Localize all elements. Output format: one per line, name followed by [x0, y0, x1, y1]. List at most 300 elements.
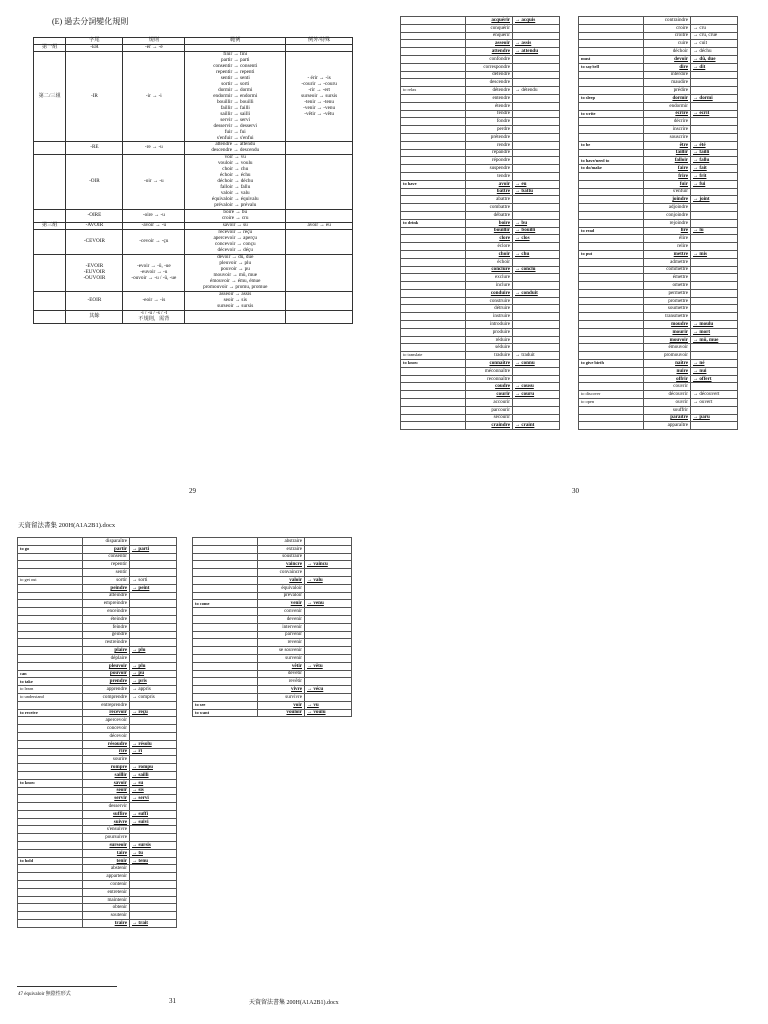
gloss-cell [579, 196, 644, 204]
list-row [579, 344, 738, 352]
infinitive-cell: tendre [466, 172, 513, 180]
list-row [18, 662, 177, 670]
participle-cell: → pris [130, 678, 177, 686]
list-row [193, 608, 352, 616]
infinitive-cell: vaincre [258, 561, 305, 569]
gloss-cell [193, 584, 258, 592]
infinitive-cell: bouillir [466, 227, 513, 235]
group-cell [34, 210, 66, 223]
participle-cell [130, 561, 177, 569]
infinitive-cell: rendre [466, 141, 513, 149]
gloss-cell [401, 24, 466, 32]
gloss-cell [18, 647, 83, 655]
page29-heading: (E) 過去分詞變化規則 [52, 17, 129, 26]
list-row [401, 149, 560, 157]
document-header: 天資留法書集 200H(A1A2B1).docx [18, 522, 116, 529]
gloss-cell [401, 126, 466, 134]
gloss-cell [401, 172, 466, 180]
list-row [18, 615, 177, 623]
gloss-cell [401, 17, 466, 25]
list-row [401, 17, 560, 25]
list-row [579, 305, 738, 313]
infinitive-cell: maudire [644, 79, 691, 87]
list-row [18, 592, 177, 600]
infinitive-cell: souscrire [644, 133, 691, 141]
list-row [401, 204, 560, 212]
list-row [401, 48, 560, 56]
list-row [401, 55, 560, 63]
infinitive-cell: suspendre [466, 165, 513, 173]
list-row [579, 188, 738, 196]
participle-cell: → reçu [130, 709, 177, 717]
list-row [193, 623, 352, 631]
infinitive-cell: construire [466, 297, 513, 305]
infinitive-cell: frire [644, 172, 691, 180]
infinitive-cell: attendre [466, 48, 513, 56]
participle-cell: → failli [691, 149, 738, 157]
infinitive-cell: soustraire [258, 553, 305, 561]
list-row [401, 297, 560, 305]
participle-cell [691, 102, 738, 110]
participle-cell [513, 243, 560, 251]
gloss-cell [401, 399, 466, 407]
gloss-cell [401, 79, 466, 87]
infinitive-cell: nuire [644, 367, 691, 375]
infinitive-cell: omettre [644, 282, 691, 290]
infinitive-cell: parcourir [466, 406, 513, 414]
gloss-cell [18, 748, 83, 756]
table-row [34, 230, 353, 255]
gloss-cell: to get out [18, 576, 83, 584]
infinitive-cell: parvenir [258, 631, 305, 639]
list-row [18, 826, 177, 834]
infinitive-cell: pouvoir [83, 670, 130, 678]
participle-cell: → mis [691, 250, 738, 258]
infinitive-cell: croire [644, 24, 691, 32]
infinitive-cell: taire [83, 849, 130, 857]
list-row [579, 274, 738, 282]
list-row [401, 344, 560, 352]
gloss-cell: to learn [18, 686, 83, 694]
gloss-cell [579, 40, 644, 48]
gloss-cell [18, 600, 83, 608]
gloss-cell [18, 920, 83, 928]
gloss-cell [18, 849, 83, 857]
gloss-cell [579, 282, 644, 290]
gloss-cell [18, 623, 83, 631]
infinitive-cell: peindre [83, 584, 130, 592]
infinitive-cell: coudre [466, 383, 513, 391]
exceptions-cell [286, 44, 353, 51]
infinitive-cell: conjoindre [644, 211, 691, 219]
participle-cell [513, 94, 560, 102]
gloss-cell [18, 842, 83, 850]
participle-cell: → nui [691, 367, 738, 375]
infinitive-cell: traduire [466, 352, 513, 360]
participle-cell [130, 904, 177, 912]
page31-right-list [192, 537, 352, 717]
infinitive-cell: fendre [466, 110, 513, 118]
infinitive-cell: acquérir [466, 17, 513, 25]
gloss-cell [579, 126, 644, 134]
list-row [193, 647, 352, 655]
infinitive-cell: accourir [466, 399, 513, 407]
rule-cell: -oir → -u [123, 155, 185, 210]
infinitive-cell: obtenir [83, 904, 130, 912]
examples-cell: savoir → su [185, 223, 286, 230]
list-row [193, 693, 352, 701]
participle-cell [691, 383, 738, 391]
gloss-cell [193, 639, 258, 647]
participle-cell: → sursis [130, 842, 177, 850]
gloss-cell [579, 133, 644, 141]
examples-cell: voir → vu vouloir → voulu choir → chu échoir → échu déchoir → déchu falloir → fallu valoir → valu équivaloir → équivalu prévaloir → prévalu [185, 155, 286, 210]
gloss-cell: to give birth [579, 360, 644, 368]
list-row [401, 243, 560, 251]
participle-cell [691, 422, 738, 430]
gloss-cell [18, 818, 83, 826]
infinitive-cell: fondre [466, 118, 513, 126]
list-row [18, 857, 177, 865]
infinitive-cell: perdre [466, 126, 513, 134]
infinitive-cell: décevoir [83, 732, 130, 740]
participle-cell: → détendu [513, 87, 560, 95]
infinitive-cell: reconnaître [466, 375, 513, 383]
table-header-cell: 規則 [123, 38, 185, 45]
list-row [401, 399, 560, 407]
gloss-cell [579, 352, 644, 360]
gloss-cell [401, 266, 466, 274]
table-header-cell: 字尾 [66, 38, 123, 45]
gloss-cell: to relax [401, 87, 466, 95]
infinitive-cell: déplaire [83, 654, 130, 662]
participle-cell: → compris [130, 693, 177, 701]
participle-cell: → vu [305, 701, 352, 709]
list-row [579, 336, 738, 344]
group-cell [34, 155, 66, 210]
infinitive-cell: courir [466, 391, 513, 399]
gloss-cell [401, 328, 466, 336]
exceptions-cell: avoir → eu [286, 223, 353, 230]
list-row [401, 305, 560, 313]
gloss-cell [579, 328, 644, 336]
gloss-cell [18, 569, 83, 577]
participle-cell: → appris [130, 686, 177, 694]
list-row [401, 266, 560, 274]
participle-cell [513, 126, 560, 134]
list-row [579, 141, 738, 149]
infinitive-cell: rire [83, 748, 130, 756]
gloss-cell [18, 896, 83, 904]
participle-cell: → valu [305, 576, 352, 584]
participle-rules-table [33, 37, 353, 324]
gloss-cell: to hold [18, 857, 83, 865]
infinitive-cell: choir [466, 250, 513, 258]
participle-cell: → lu [691, 227, 738, 235]
participle-cell: → offert [691, 375, 738, 383]
participle-cell [130, 826, 177, 834]
infinitive-cell: réduire [466, 336, 513, 344]
participle-cell: → moulu [691, 321, 738, 329]
gloss-cell [401, 375, 466, 383]
gloss-cell [193, 686, 258, 694]
gloss-cell: to discover [579, 391, 644, 399]
list-row [401, 258, 560, 266]
participle-cell: → été [691, 141, 738, 149]
infinitive-cell: seoir [83, 787, 130, 795]
participle-cell [130, 803, 177, 811]
table-row [34, 44, 353, 51]
page30-right-list [578, 16, 738, 430]
gloss-cell [401, 250, 466, 258]
list-row [579, 352, 738, 360]
rule-cell: -cevoir → -çu [123, 230, 185, 255]
gloss-cell [401, 422, 466, 430]
gloss-cell [18, 904, 83, 912]
infinitive-cell: servir [83, 795, 130, 803]
infinitive-cell: apprendre [83, 686, 130, 694]
list-row [579, 180, 738, 188]
participle-cell [130, 717, 177, 725]
infinitive-cell: correspondre [466, 63, 513, 71]
participle-cell [305, 639, 352, 647]
gloss-cell [579, 71, 644, 79]
participle-cell: → cuit [691, 40, 738, 48]
list-row [18, 693, 177, 701]
infinitive-cell: paraître [644, 414, 691, 422]
gloss-cell [579, 102, 644, 110]
list-row [18, 717, 177, 725]
participle-cell [130, 912, 177, 920]
infinitive-cell: pleuvoir [83, 662, 130, 670]
exceptions-cell [286, 310, 353, 323]
list-row [193, 639, 352, 647]
participle-cell: → traduit [513, 352, 560, 360]
gloss-cell [193, 576, 258, 584]
table-row [34, 155, 353, 210]
participle-cell: → dormi [691, 94, 738, 102]
gloss-cell [401, 282, 466, 290]
table-row [34, 254, 353, 291]
infinitive-cell: relire [644, 243, 691, 251]
infinitive-cell: fuir [644, 180, 691, 188]
participle-cell [130, 615, 177, 623]
gloss-cell [193, 569, 258, 577]
infinitive-cell: être [644, 141, 691, 149]
infinitive-cell: feindre [83, 623, 130, 631]
participle-cell [691, 305, 738, 313]
gloss-cell: to want [193, 709, 258, 717]
list-row [18, 538, 177, 546]
gloss-cell [401, 235, 466, 243]
gloss-cell [401, 141, 466, 149]
gloss-cell [579, 219, 644, 227]
list-row [401, 422, 560, 430]
gloss-cell [401, 289, 466, 297]
infinitive-cell: convenir [258, 608, 305, 616]
gloss-cell [18, 912, 83, 920]
infinitive-cell: produire [466, 328, 513, 336]
gloss-cell [401, 48, 466, 56]
list-row [18, 834, 177, 842]
infinitive-cell: sortir [83, 576, 130, 584]
infinitive-cell: équivaloir [258, 584, 305, 592]
gloss-cell [579, 87, 644, 95]
infinitive-cell: apparaître [644, 422, 691, 430]
participle-cell [513, 328, 560, 336]
infinitive-cell: interdire [644, 71, 691, 79]
gloss-cell [579, 204, 644, 212]
group-cell [34, 142, 66, 155]
participle-cell: → cousu [513, 383, 560, 391]
gloss-cell [401, 94, 466, 102]
list-row [18, 803, 177, 811]
participle-cell [513, 79, 560, 87]
participle-cell: → rompu [130, 764, 177, 772]
list-row [401, 328, 560, 336]
gloss-cell [193, 654, 258, 662]
list-row [193, 600, 352, 608]
participle-cell [691, 126, 738, 134]
gloss-cell [401, 414, 466, 422]
infinitive-cell: faire [644, 165, 691, 173]
list-row [401, 188, 560, 196]
ending-cell: -AVOIR [66, 223, 123, 230]
infinitive-cell: offrir [644, 375, 691, 383]
gloss-cell: to drink [401, 219, 466, 227]
list-row [401, 282, 560, 290]
gloss-cell [579, 321, 644, 329]
list-row [18, 748, 177, 756]
list-row [579, 32, 738, 40]
list-row [401, 352, 560, 360]
participle-cell: → assis [513, 40, 560, 48]
group-cell: 第二/三組 [34, 51, 66, 142]
gloss-cell [18, 873, 83, 881]
ending-cell: -EOIR [66, 291, 123, 310]
page31-number: 31 [169, 997, 176, 1005]
gloss-cell [193, 545, 258, 553]
participle-cell [513, 172, 560, 180]
list-row [579, 110, 738, 118]
gloss-cell [579, 336, 644, 344]
gloss-cell [579, 422, 644, 430]
list-row [579, 79, 738, 87]
list-row [579, 94, 738, 102]
list-row [18, 639, 177, 647]
gloss-cell: to have [401, 180, 466, 188]
list-row [401, 289, 560, 297]
exceptions-cell [286, 155, 353, 210]
participle-cell [691, 71, 738, 79]
gloss-cell: to open [579, 399, 644, 407]
gloss-cell [18, 810, 83, 818]
gloss-cell [401, 71, 466, 79]
gloss-cell [193, 693, 258, 701]
list-row [579, 399, 738, 407]
participle-cell: → frit [691, 172, 738, 180]
infinitive-cell: croître [644, 32, 691, 40]
table-header-row [34, 38, 353, 45]
infinitive-cell: souffrir [644, 406, 691, 414]
ending-cell: 其餘 [66, 310, 123, 323]
list-row [18, 709, 177, 717]
ending-cell: -ER [66, 44, 123, 51]
gloss-cell [18, 553, 83, 561]
list-row [579, 289, 738, 297]
participle-cell: → vaincu [305, 561, 352, 569]
participle-cell [691, 344, 738, 352]
gloss-cell [401, 133, 466, 141]
list-row [401, 79, 560, 87]
list-row [401, 250, 560, 258]
participle-cell: → vécu [305, 686, 352, 694]
participle-cell [130, 732, 177, 740]
infinitive-cell: décrire [644, 118, 691, 126]
infinitive-cell: écrire [644, 110, 691, 118]
list-row [18, 896, 177, 904]
gloss-cell: to read [579, 227, 644, 235]
gloss-cell [18, 881, 83, 889]
infinitive-cell: asseoir [466, 40, 513, 48]
infinitive-cell: desservir [83, 803, 130, 811]
participle-cell [691, 243, 738, 251]
participle-cell [691, 17, 738, 25]
list-row [18, 756, 177, 764]
infinitive-cell: détendre [466, 87, 513, 95]
gloss-cell [401, 149, 466, 157]
infinitive-cell: saillir [83, 771, 130, 779]
list-row [401, 196, 560, 204]
list-row [193, 553, 352, 561]
gloss-cell [18, 764, 83, 772]
participle-cell: → ouvert [691, 399, 738, 407]
gloss-cell: to sleep [579, 94, 644, 102]
list-row [579, 204, 738, 212]
gloss-cell [579, 367, 644, 375]
page30-number: 30 [572, 487, 579, 495]
ending-cell: -IR [66, 51, 123, 142]
footnote-rule [17, 986, 117, 987]
participle-cell [691, 313, 738, 321]
table-row [34, 51, 353, 142]
infinitive-cell: échoir [466, 258, 513, 266]
infinitive-cell: survivre [258, 693, 305, 701]
group-cell: 第三組 [34, 223, 66, 230]
list-row [401, 110, 560, 118]
list-row [579, 321, 738, 329]
list-row [193, 701, 352, 709]
infinitive-cell: entretenir [83, 888, 130, 896]
participle-cell [691, 289, 738, 297]
gloss-cell [401, 204, 466, 212]
list-row [579, 157, 738, 165]
participle-cell: → mort [691, 328, 738, 336]
participle-cell: → découvert [691, 391, 738, 399]
list-row [579, 211, 738, 219]
list-row [18, 865, 177, 873]
gloss-cell [579, 274, 644, 282]
gloss-cell [401, 188, 466, 196]
participle-cell [305, 584, 352, 592]
gloss-cell [579, 344, 644, 352]
list-row [579, 266, 738, 274]
participle-cell [513, 196, 560, 204]
gloss-cell [193, 670, 258, 678]
participle-cell: → suivi [130, 818, 177, 826]
list-row [579, 258, 738, 266]
infinitive-cell: dormir [644, 94, 691, 102]
